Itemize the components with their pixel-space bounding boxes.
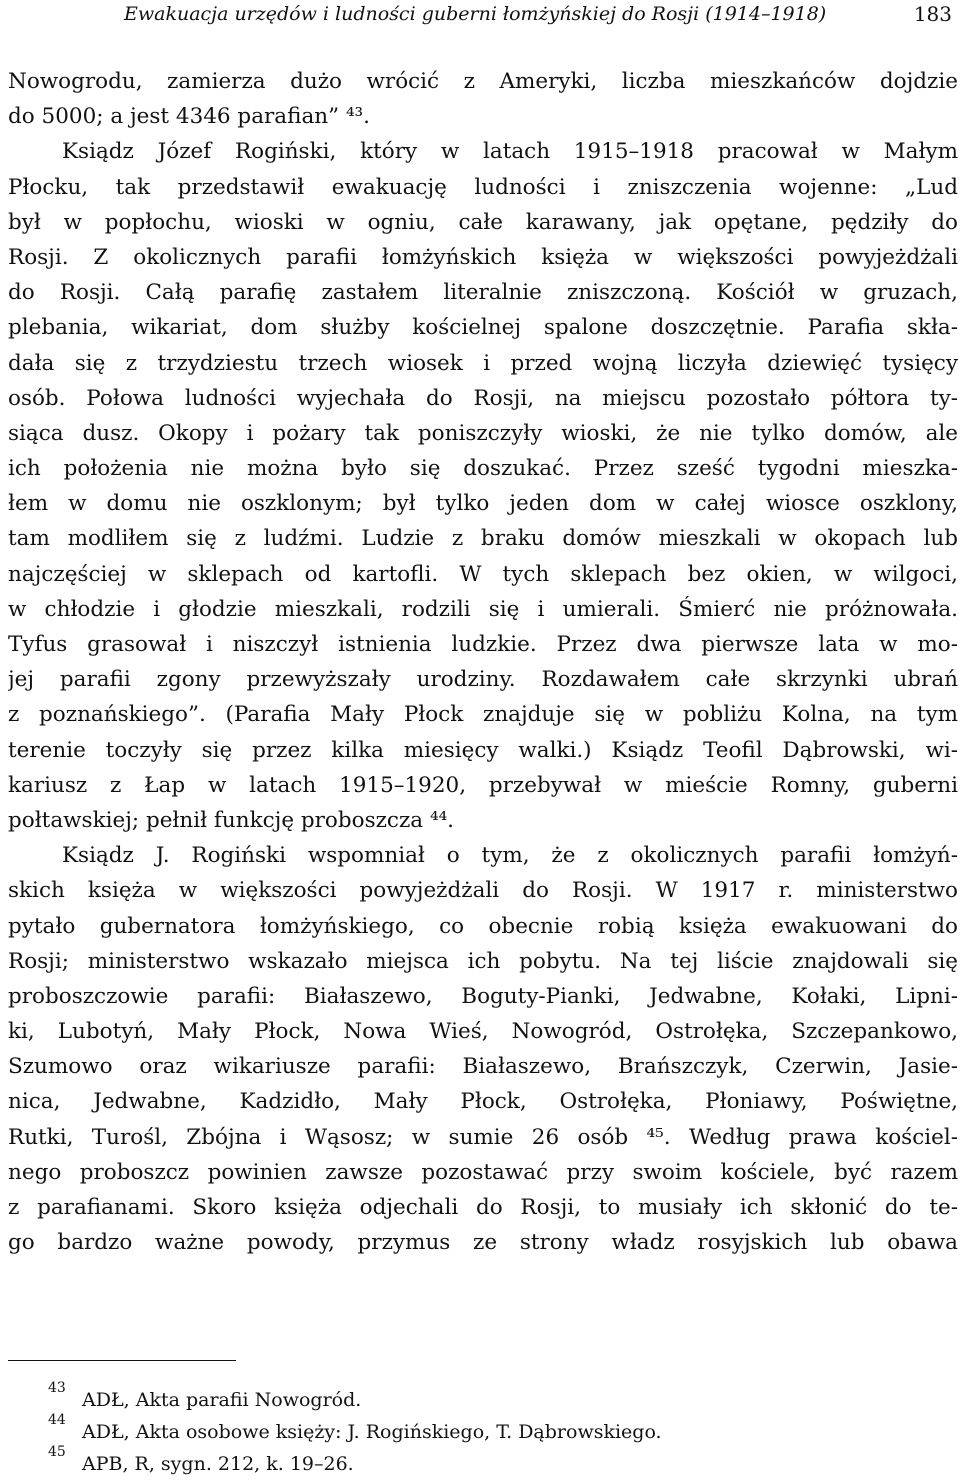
- text-line: tam modliłem się z ludźmi. Ludzie z braku domów mieszkali w okopach lub: [8, 526, 958, 552]
- text-line: Nowogrodu, zamierza dużo wrócić z Ameryki, liczba mieszkańców dojdzie: [8, 69, 958, 94]
- text-line: osób. Połowa ludności wyjechała do Rosji, na miejscu pozostało półtora ty-: [8, 385, 958, 411]
- text-line: Rosji. Z okolicznych parafii łomżyńskich księża w większości powyjeżdżali: [8, 244, 958, 270]
- text-line: Rutki, Turośl, Zbójna i Wąsosz; w sumie 26 osób ⁴⁵. Według prawa kościel-: [8, 1124, 958, 1150]
- text-line: w chłodzie i głodzie mieszkali, rodzili się i umierali. Śmierć nie próżnowała.: [8, 596, 958, 622]
- text-line: do Rosji. Całą parafię zastałem literalnie zniszczoną. Kościół w gruzach,: [8, 280, 958, 306]
- text-line: z poznańskiego”. (Parafia Mały Płock znajduje się w pobliżu Kolna, na tym: [8, 702, 958, 728]
- text-line: go bardzo ważne powody, przymus ze strony władz rosyjskich lub obawa: [8, 1230, 958, 1256]
- footnote-number: 43: [48, 1380, 66, 1396]
- text-line: był w popłochu, wioski w ogniu, całe karawany, jak opętane, pędziły do: [8, 209, 958, 235]
- text-line: kariusz z Łap w latach 1915–1920, przebywał w mieście Romny, guberni: [8, 772, 958, 798]
- text-line: jej parafii zgony przewyższały urodziny. Rozdawałem całe skrzynki ubrań: [8, 667, 958, 693]
- text-line: do 5000; a jest 4346 parafian” ⁴³.: [8, 104, 371, 130]
- footnote-43: [48, 1380, 948, 1416]
- footnote-number: 44: [48, 1412, 66, 1428]
- text-line: skich księża w większości powyjeżdżali do Rosji. W 1917 r. ministerstwo: [8, 878, 958, 904]
- text-line: plebania, wikariat, dom służby kościelnej spalone doszczętnie. Parafia skła-: [8, 315, 958, 341]
- footnote-number: 45: [48, 1444, 66, 1460]
- text-line: ki, Lubotyń, Mały Płock, Nowa Wieś, Nowogród, Ostrołęka, Szczepankowo,: [8, 1019, 958, 1045]
- text-line: połtawskiej; pełnił funkcję proboszcza ⁴⁴.: [8, 807, 455, 833]
- running-header: [0, 0, 960, 30]
- footnote-44: [48, 1412, 948, 1448]
- footnote-text: ADŁ, Akta parafii Nowogród.: [82, 1389, 362, 1411]
- text-line: siąca dusz. Okopy i pożary tak poniszczyły wioski, że nie tylko domów, ale: [8, 420, 958, 446]
- text-line: łem w domu nie oszklonym; był tylko jeden dom w całej wiosce oszklony,: [8, 491, 958, 517]
- text-line: najczęściej w sklepach od kartofli. W tych sklepach bez okien, w wilgoci,: [8, 561, 958, 587]
- text-line: terenie toczyły się przez kilka miesięcy walki.) Ksiądz Teofil Dąbrowski, wi-: [8, 737, 958, 763]
- body-text: [8, 64, 958, 1260]
- footnote-text: ADŁ, Akta osobowe księży: J. Rogińskiego, T. Dąbrowskiego.: [82, 1421, 662, 1443]
- text-line: nica, Jedwabne, Kadzidło, Mały Płock, Ostrołęka, Płoniawy, Poświętne,: [8, 1089, 958, 1115]
- footnote-divider: [8, 1360, 236, 1361]
- running-title: Ewakuacja urzędów i ludności guberni łomżyńskiej do Rosji (1914–1918): [124, 3, 827, 25]
- text-line: Ksiądz Józef Rogiński, który w latach 1915–1918 pracował w Małym: [62, 139, 958, 165]
- text-line: Rosji; ministerstwo wskazało miejsca ich pobytu. Na tej liście znajdowali się: [8, 948, 958, 974]
- text-line: nego proboszcz powinien zawsze pozostawać przy swoim kościele, być razem: [8, 1159, 958, 1185]
- text-line: Tyfus grasował i niszczył istnienia ludzkie. Przez dwa pierwsze lata w mo-: [8, 632, 958, 657]
- page-number: 183: [913, 2, 952, 26]
- footnotes: [48, 1380, 948, 1480]
- text-line: Płocku, tak przedstawił ewakuację ludności i zniszczenia wojenne: „Lud: [8, 174, 958, 200]
- text-line: Szumowo oraz wikariusze parafii: Białaszewo, Brańszczyk, Czerwin, Jasie-: [8, 1054, 958, 1080]
- text-line: dała się z trzydziestu trzech wiosek i przed wojną liczyła dziewięć tysięcy: [8, 350, 958, 376]
- text-line: ich położenia nie można było się doszukać. Przez sześć tygodni mieszka-: [8, 456, 958, 482]
- text-line: pytało gubernatora łomżyńskiego, co obecnie robią księża ewakuowani do: [8, 913, 958, 939]
- text-line: Ksiądz J. Rogiński wspomniał o tym, że z okolicznych parafii łomżyń-: [62, 843, 958, 869]
- text-line: z parafianami. Skoro księża odjechali do Rosji, to musiały ich skłonić do te-: [8, 1195, 958, 1220]
- footnote-45: [48, 1444, 948, 1480]
- text-line: proboszczowie parafii: Białaszewo, Boguty-Pianki, Jedwabne, Kołaki, Lipni-: [8, 983, 958, 1009]
- footnote-text: APB, R, sygn. 212, k. 19–26.: [82, 1453, 354, 1475]
